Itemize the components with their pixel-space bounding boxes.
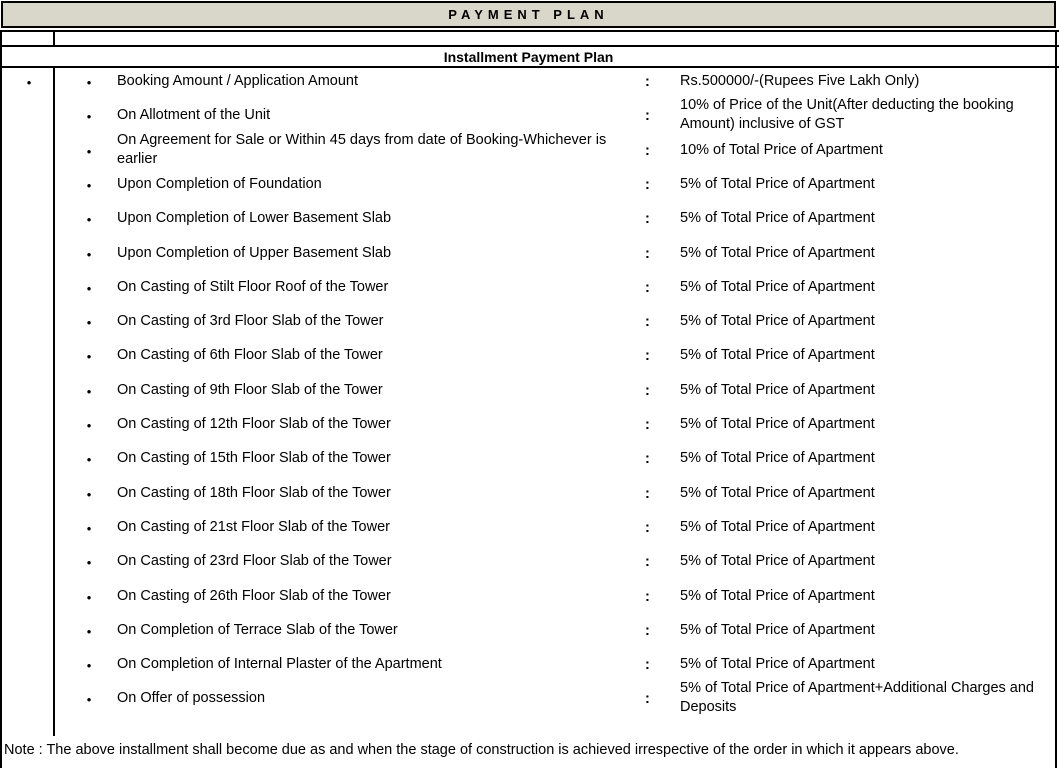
installment-amount: 5% of Total Price of Apartment+Additional Charges and Deposits xyxy=(680,680,1034,716)
separator-colon: : xyxy=(645,211,650,228)
bullet-icon: • xyxy=(86,486,92,502)
installment-row xyxy=(0,175,1057,209)
installment-amount: 5% of Total Price of Apartment xyxy=(680,553,875,570)
installment-amount: 5% of Total Price of Apartment xyxy=(680,656,875,673)
installment-amount: 5% of Total Price of Apartment xyxy=(680,416,875,432)
installment-row xyxy=(0,449,1057,483)
stage-label: Upon Completion of Foundation xyxy=(117,175,322,192)
bullet-icon: • xyxy=(86,315,92,331)
bullet-icon: • xyxy=(86,520,92,536)
separator-colon: : xyxy=(645,348,650,365)
installment-amount: 5% of Total Price of Apartment xyxy=(680,175,875,192)
separator-colon: : xyxy=(645,74,650,90)
stage-label: Booking Amount / Application Amount xyxy=(117,73,359,89)
separator-colon: : xyxy=(645,485,650,502)
installment-amount: 5% of Total Price of Apartment xyxy=(680,313,875,330)
separator-colon: : xyxy=(645,519,650,536)
separator-colon: : xyxy=(645,314,650,331)
separator-colon: : xyxy=(645,451,650,468)
installment-row xyxy=(0,680,1057,723)
footnote: Note : The above installment shall become due as and when the stage of construction is achieved irrespective of the order in which it appears above. xyxy=(4,742,959,758)
bullet-icon: • xyxy=(86,692,92,708)
separator-colon: : xyxy=(645,417,650,433)
stage-label: On Casting of 26th Floor Slab of the Tower xyxy=(117,587,391,604)
separator-colon: : xyxy=(645,142,650,159)
separator-colon: : xyxy=(645,382,650,399)
installment-amount: 5% of Total Price of Apartment xyxy=(680,450,875,467)
stage-label: Upon Completion of Upper Basement Slab xyxy=(117,244,392,261)
stage-label: On Casting of 21st Floor Slab of the Tower xyxy=(117,518,390,535)
installment-row xyxy=(0,587,1057,621)
bullet-icon: • xyxy=(86,383,92,399)
stage-label: Upon Completion of Lower Basement Slab xyxy=(117,210,392,227)
installment-amount: 5% of Total Price of Apartment xyxy=(680,210,875,227)
table-rule xyxy=(53,30,55,47)
separator-colon: : xyxy=(645,554,650,571)
bullet-icon: • xyxy=(86,418,92,433)
installment-row xyxy=(0,484,1057,518)
table-rule xyxy=(0,45,1059,47)
installment-row xyxy=(0,131,1057,175)
installment-amount: Rs.500000/-(Rupees Five Lakh Only) xyxy=(680,73,920,89)
separator-colon: : xyxy=(645,622,650,639)
installment-row xyxy=(0,278,1057,312)
stage-label: On Casting of 18th Floor Slab of the Tower xyxy=(117,484,391,501)
installment-amount: 5% of Total Price of Apartment xyxy=(680,347,875,364)
bullet-icon: • xyxy=(86,212,92,228)
bullet-icon: • xyxy=(86,177,92,193)
installment-row xyxy=(0,518,1057,552)
installment-row xyxy=(0,346,1057,380)
stage-label: On Casting of Stilt Floor Roof of the Tower xyxy=(117,278,389,295)
separator-colon: : xyxy=(645,279,650,296)
stage-label: On Allotment of the Unit xyxy=(117,107,271,124)
stage-label: On Completion of Terrace Slab of the Tower xyxy=(117,621,398,638)
stage-label: On Completion of Internal Plaster of the Apartment xyxy=(117,656,442,673)
installment-amount: 5% of Total Price of Apartment xyxy=(680,278,875,295)
installment-amount: 5% of Total Price of Apartment xyxy=(680,244,875,261)
bullet-icon: • xyxy=(86,349,92,365)
separator-colon: : xyxy=(645,657,650,674)
bullet-icon: • xyxy=(86,75,92,90)
stage-label: On Casting of 23rd Floor Slab of the Tower xyxy=(117,553,392,570)
installment-amount: 10% of Total Price of Apartment xyxy=(680,141,883,158)
bullet-icon: • xyxy=(86,452,92,468)
installment-row xyxy=(0,244,1057,278)
installment-amount: 5% of Total Price of Apartment xyxy=(680,621,875,638)
bullet-icon: • xyxy=(86,658,92,674)
installment-amount: 5% of Total Price of Apartment xyxy=(680,587,875,604)
bullet-icon: • xyxy=(86,555,92,571)
separator-colon: : xyxy=(645,691,650,708)
separator-colon: : xyxy=(645,588,650,605)
table-rule xyxy=(0,30,1059,32)
stage-label: On Casting of 15th Floor Slab of the Tower xyxy=(117,450,391,467)
installment-amount: 10% of Price of the Unit(After deducting the booking Amount) inclusive of GST xyxy=(680,97,1014,133)
outer-bullet: • xyxy=(26,75,32,90)
separator-colon: : xyxy=(645,108,650,125)
section-heading: Installment Payment Plan xyxy=(443,49,614,65)
stage-label: On Casting of 6th Floor Slab of the Tower xyxy=(117,347,383,364)
bullet-icon: • xyxy=(86,143,92,159)
separator-colon: : xyxy=(645,176,650,193)
stage-label: On Casting of 9th Floor Slab of the Tower xyxy=(117,381,383,398)
bullet-icon: • xyxy=(86,623,92,639)
stage-label: On Casting of 3rd Floor Slab of the Tower xyxy=(117,313,384,330)
installment-amount: 5% of Total Price of Apartment xyxy=(680,518,875,535)
installment-row xyxy=(0,552,1057,586)
installment-row xyxy=(0,381,1057,415)
installment-row xyxy=(0,209,1057,243)
installment-row xyxy=(0,621,1057,655)
stage-label: On Casting of 12th Floor Slab of the Tower xyxy=(117,416,391,432)
stage-label: On Agreement for Sale or Within 45 days from date of Booking-Whichever is earlier xyxy=(117,131,607,167)
bullet-icon: • xyxy=(86,280,92,296)
table-rule xyxy=(0,66,1059,68)
installment-amount: 5% of Total Price of Apartment xyxy=(680,381,875,398)
bullet-icon: • xyxy=(86,109,92,125)
installment-row xyxy=(0,415,1057,449)
page-title: PAYMENT PLAN xyxy=(1,1,1056,28)
separator-colon: : xyxy=(645,245,650,262)
installment-amount: 5% of Total Price of Apartment xyxy=(680,484,875,501)
bullet-icon: • xyxy=(86,589,92,605)
installment-row xyxy=(0,312,1057,346)
stage-label: On Offer of possession xyxy=(117,690,266,707)
bullet-icon: • xyxy=(86,246,92,262)
